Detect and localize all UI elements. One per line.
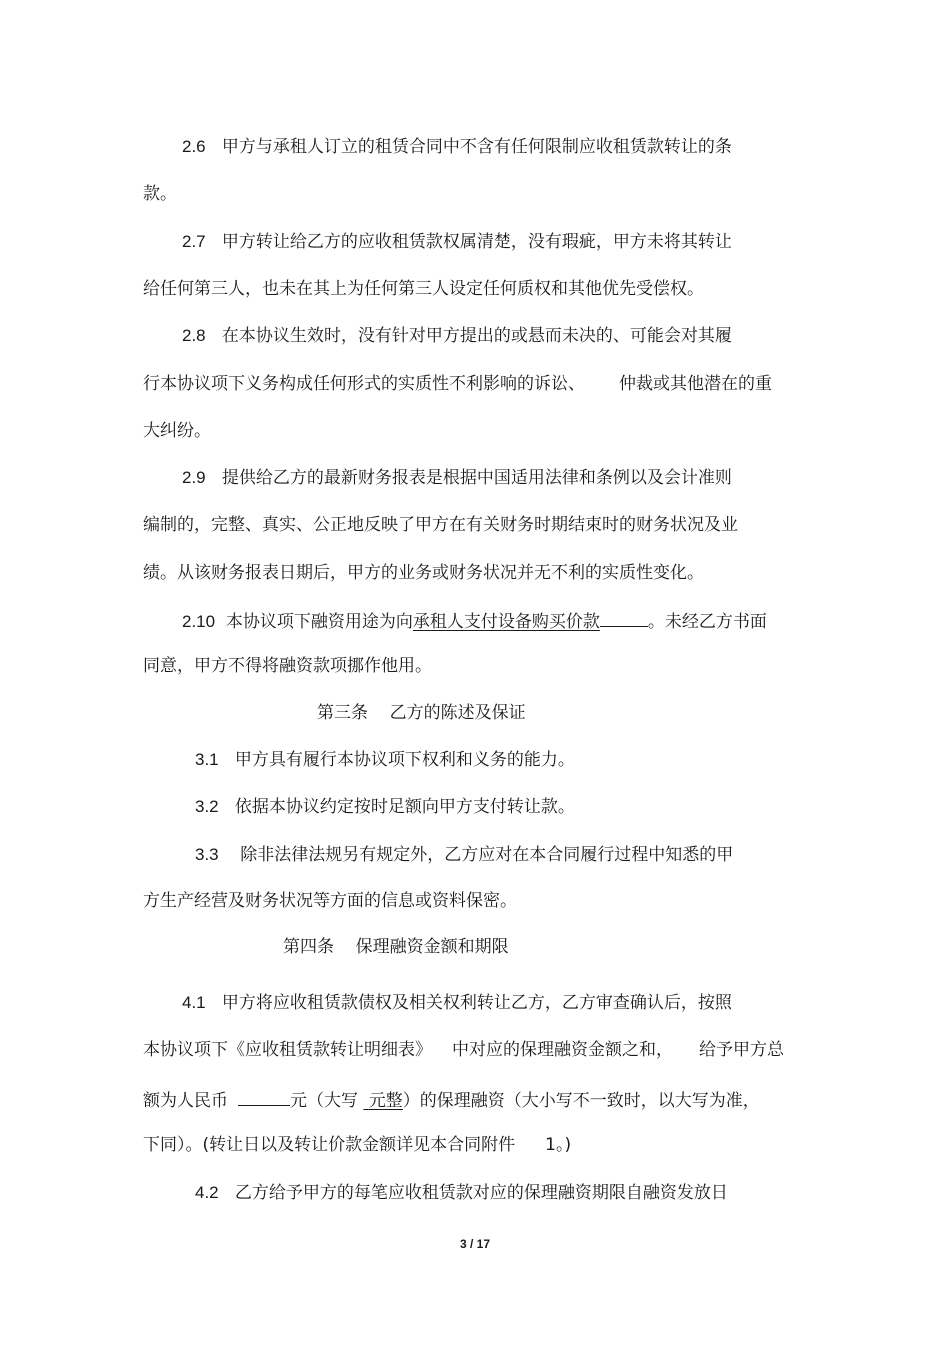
clause-3-2 [195, 796, 575, 818]
blank-line [600, 608, 648, 627]
article-title: 第四条 [283, 937, 334, 957]
clause-number: 3.2 [195, 797, 219, 816]
clause-4-1-line-2 [143, 1039, 784, 1061]
clause-text: 乙方给予甲方的每笔应收租赁款对应的保理融资期限自融资发放日 [234, 1183, 728, 1203]
clause-text: 额为人民币 [143, 1091, 228, 1111]
underlined-purpose: 承租人支付设备购买价款 [412, 612, 600, 632]
article-subtitle: 乙方的陈述及保证 [389, 703, 526, 723]
clause-text: 依据本协议约定按时足额向甲方支付转让款。 [234, 797, 575, 817]
clause-text: 本协议项下融资用途为向 [225, 612, 413, 632]
clause-text: ）的保理融资（大小写不一致时，以大写为准， [402, 1091, 760, 1111]
article-3-heading [317, 702, 526, 724]
clause-4-1-line-3 [143, 1087, 760, 1112]
attachment-ref: 1。) [545, 1135, 572, 1155]
clause-3-3-line-2: 方生产经营及财务状况等方面的信息或资料保密。 [143, 891, 517, 911]
clause-text: 下同）。(转让日以及转让价款金额详见本合同附件 [143, 1135, 516, 1155]
clause-2-8-line-3: 大纠纷。 [143, 421, 211, 441]
clause-text: 除非法律法规另有规定外，乙方应对在本合同履行过程中知悉的甲 [240, 845, 734, 865]
clause-2-9-line-3: 绩。从该财务报表日期后，甲方的业务或财务状况并无不利的实质性变化。 [143, 563, 704, 583]
amount-blank [238, 1087, 290, 1106]
clause-2-9-line-1 [182, 467, 732, 489]
clause-4-1-line-4 [143, 1134, 571, 1156]
clause-text: 提供给乙方的最新财务报表是根据中国适用法律和条例以及会计准则 [221, 468, 732, 488]
clause-2-10-line-2: 同意，甲方不得将融资款项挪作他用。 [143, 656, 432, 676]
clause-text: 甲方具有履行本协议项下权利和义务的能力。 [234, 750, 575, 770]
clause-text: 行本协议项下义务构成任何形式的实质性不利影响的诉讼、 [143, 374, 585, 394]
clause-text: 甲方转让给乙方的应收租赁款权属清楚，没有瑕疵，甲方未将其转让 [221, 232, 732, 252]
clause-text: 。未经乙方书面 [647, 612, 767, 632]
article-title: 第三条 [317, 703, 368, 723]
article-subtitle: 保理融资金额和期限 [355, 937, 509, 957]
page-number: 3 / 17 [459, 1237, 491, 1251]
clause-number: 2.10 [182, 612, 216, 631]
clause-2-8-line-2 [143, 373, 772, 395]
clause-2-10-line-1 [182, 608, 767, 633]
clause-text: 本协议项下《应收租赁款转让明细表》 [143, 1040, 432, 1060]
clause-2-6-line-2: 款。 [143, 184, 177, 204]
clause-number: 2.8 [182, 326, 206, 345]
clause-text: 中对应的保理融资金额之和， [452, 1040, 673, 1060]
clause-number: 3.1 [195, 750, 219, 769]
clause-2-7-line-1 [182, 231, 732, 253]
article-4-heading [283, 936, 509, 958]
clause-2-7-line-2: 给任何第三人，也未在其上为任何第三人设定任何质权和其他优先受偿权。 [143, 279, 704, 299]
clause-text: 在本协议生效时，没有针对甲方提出的或悬而未决的、可能会对其履 [221, 326, 732, 346]
clause-2-9-line-2: 编制的，完整、真实、公正地反映了甲方在有关财务时期结束时的财务状况及业 [143, 515, 738, 535]
amount-words-field: 元整 [368, 1091, 403, 1111]
clause-3-3-line-1 [195, 844, 733, 866]
clause-4-2-line-1 [195, 1182, 728, 1204]
clause-number: 4.2 [195, 1183, 219, 1202]
clause-number: 2.9 [182, 468, 206, 487]
clause-number: 2.6 [182, 137, 206, 156]
clause-number: 4.1 [182, 993, 206, 1012]
clause-3-1 [195, 749, 575, 771]
clause-4-1-line-1 [182, 992, 732, 1014]
clause-number: 3.3 [195, 845, 219, 864]
clause-text: 给予甲方总 [699, 1040, 784, 1060]
clause-text: 元（大写 [290, 1091, 358, 1111]
clause-text: 甲方与承租人订立的租赁合同中不含有任何限制应收租赁款转让的条 [221, 137, 732, 157]
clause-text: 甲方将应收租赁款债权及相关权利转让乙方，乙方审查确认后，按照 [221, 993, 732, 1013]
clause-text: 仲裁或其他潜在的重 [619, 374, 772, 394]
clause-2-6-line-1 [182, 136, 732, 158]
clause-2-8-line-1 [182, 325, 732, 347]
clause-number: 2.7 [182, 232, 206, 251]
